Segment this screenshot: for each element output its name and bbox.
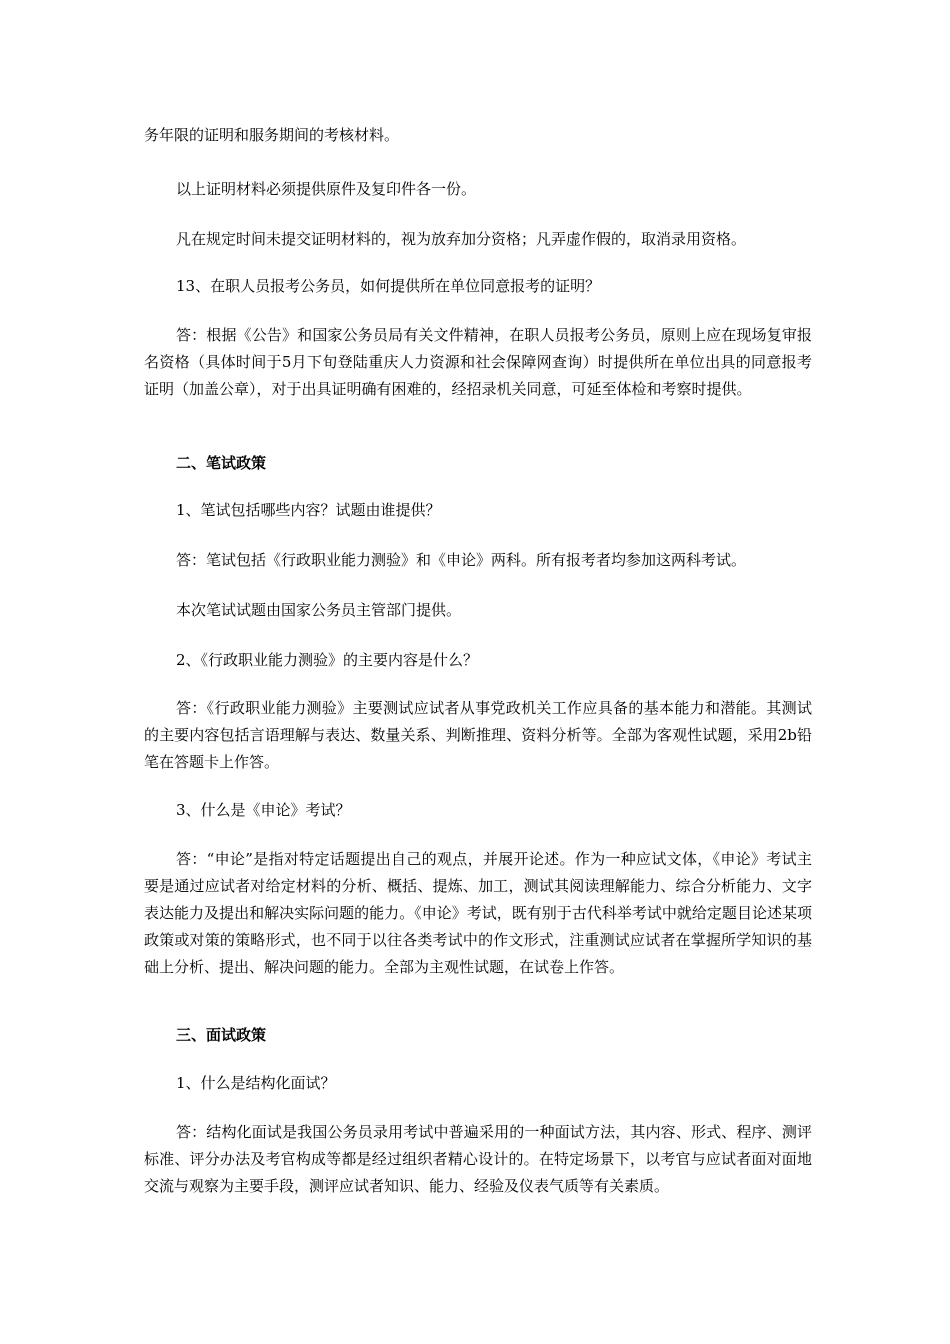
question-written-3: 3、什么是《申论》考试？ xyxy=(176,801,351,819)
answer-13: 答：根据《公告》和国家公务员局有关文件精神，在职人员报考公务员，原则上应在现场复审报名资格（具体时间于5月下旬登陆重庆人力资源和社会保障网查询）时提供所在单位出具的同意报考证明（加盖公章），对于出具证明确有困难的，经招录机关同意，可延至体检和考察时提供。 xyxy=(144,326,812,398)
paragraph-deadline-note: 凡在规定时间未提交证明材料的，视为放弃加分资格；凡弄虚作假的，取消录用资格。 xyxy=(176,230,747,248)
answer-written-2: 答：《行政职业能力测验》主要测试应试者从事党政机关工作应具备的基本能力和潜能。其测试的主要内容包括言语理解与表达、数量关系、判断推理、资料分析等。全部为客观性试题，采用2b铅笔在答题卡上作答。 xyxy=(144,699,812,771)
paragraph-exam-provider: 本次笔试试题由国家公务员主管部门提供。 xyxy=(176,601,462,619)
question-13: 13、在职人员报考公务员，如何提供所在单位同意报考的证明？ xyxy=(176,277,601,295)
paragraph-continuation: 务年限的证明和服务期间的考核材料。 xyxy=(144,126,400,144)
question-written-2: 2、《行政职业能力测验》的主要内容是什么？ xyxy=(176,651,479,669)
section-heading-interview: 三、面试政策 xyxy=(176,1026,267,1044)
paragraph-originals-note: 以上证明材料必须提供原件及复印件各一份。 xyxy=(176,180,477,198)
answer-written-1: 答：笔试包括《行政职业能力测验》和《申论》两科。所有报考者均参加这两科考试。 xyxy=(176,551,747,569)
answer-written-3: 答：“申论”是指对特定话题提出自己的观点，并展开论述。作为一种应试文体，《申论》考试主要是通过应试者对给定材料的分析、概括、提炼、加工，测试其阅读理解能力、综合分析能力、文字表达能力及提出和解决实际问题的能力。《申论》考试，既有别于古代科举考试中就给定题目论述某项政策或对策的策略形式，也不同于以往各类考试中的作文形式，注重测试应试者在掌握所学知识的基础上分析、提出、解决问题的能力。全部为主观性试题，在试卷上作答。 xyxy=(144,850,812,976)
section-heading-written-exam: 二、笔试政策 xyxy=(176,454,267,472)
question-written-1: 1、笔试包括哪些内容？试题由谁提供？ xyxy=(176,501,441,519)
answer-interview-1: 答：结构化面试是我国公务员录用考试中普遍采用的一种面试方法，其内容、形式、程序、测评标准、评分办法及考官构成等都是经过组织者精心设计的。在特定场景下，以考官与应试者面对面地交流与观察为主要手段，测评应试者知识、能力、经验及仪表气质等有关素质。 xyxy=(144,1123,812,1195)
question-interview-1: 1、什么是结构化面试？ xyxy=(176,1074,336,1092)
